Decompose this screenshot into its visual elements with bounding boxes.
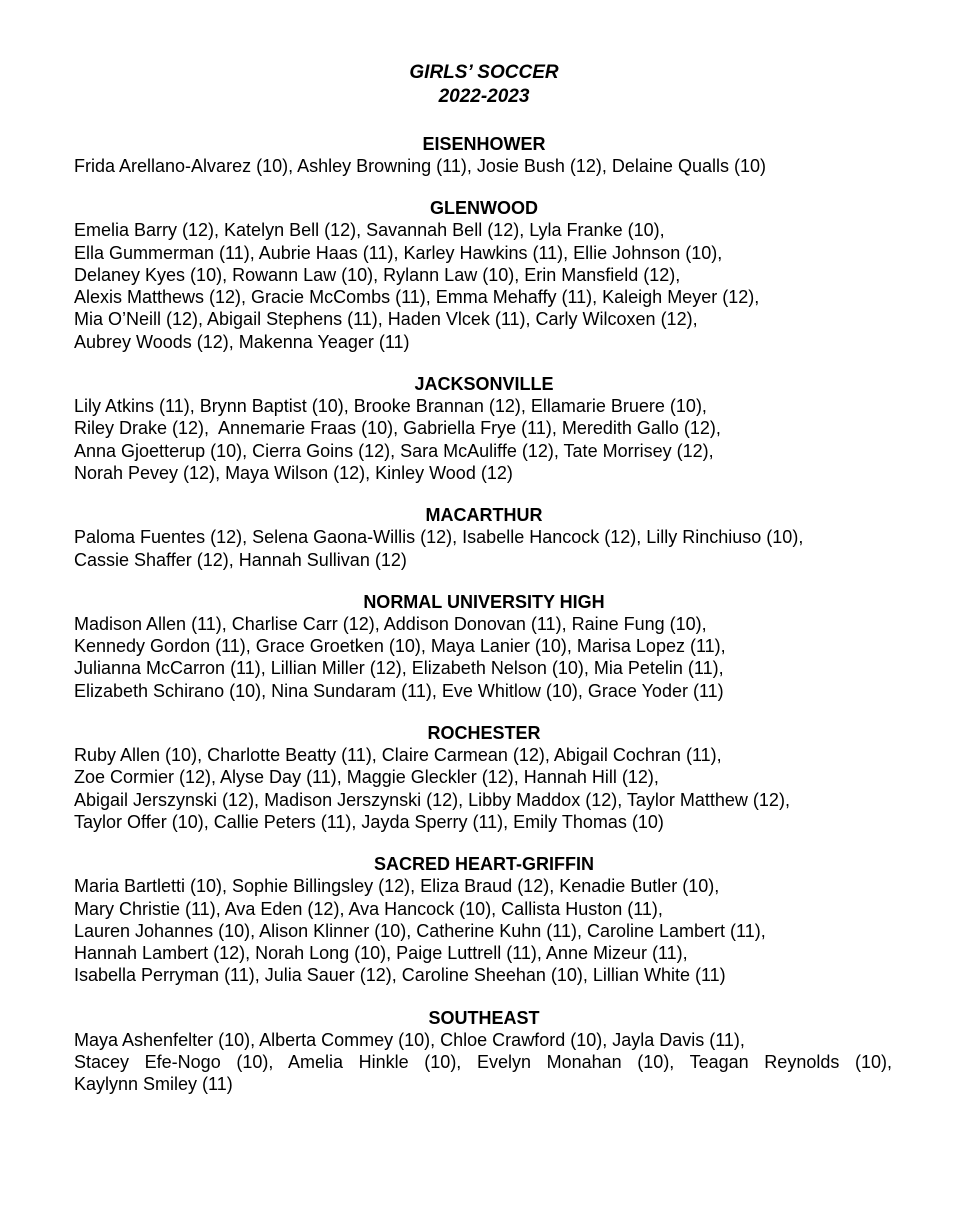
school-section-eisenhower bbox=[74, 133, 894, 177]
roster-line: Mia O’Neill (12), Abigail Stephens (11), Haden Vlcek (11), Carly Wilcoxen (12), bbox=[74, 309, 698, 330]
title-season: 2022-2023 bbox=[438, 86, 530, 107]
roster-line: Elizabeth Schirano (10), Nina Sundaram (11), Eve Whitlow (10), Grace Yoder (11) bbox=[74, 680, 724, 701]
school-heading: JACKSONVILLE bbox=[414, 374, 554, 395]
roster-line: Aubrey Woods (12), Makenna Yeager (11) bbox=[74, 331, 410, 352]
roster-line: Ruby Allen (10), Charlotte Beatty (11), Claire Carmean (12), Abigail Cochran (11), bbox=[74, 745, 722, 766]
school-section-glenwood bbox=[74, 197, 894, 353]
roster-line: Lauren Johannes (10), Alison Klinner (10), Catherine Kuhn (11), Caroline Lambert (11), bbox=[74, 920, 766, 941]
school-heading: ROCHESTER bbox=[427, 723, 541, 744]
roster-line: Ella Gummerman (11), Aubrie Haas (11), Karley Hawkins (11), Ellie Johnson (10), bbox=[74, 242, 723, 263]
roster-line: Cassie Shaffer (12), Hannah Sullivan (12) bbox=[74, 549, 407, 570]
roster-line: Norah Pevey (12), Maya Wilson (12), Kinley Wood (12) bbox=[74, 462, 513, 483]
school-heading: SOUTHEAST bbox=[428, 1007, 540, 1028]
school-heading: SACRED HEART-GRIFFIN bbox=[374, 854, 594, 875]
roster-line: Julianna McCarron (11), Lillian Miller (12), Elizabeth Nelson (10), Mia Petelin (11), bbox=[74, 658, 724, 679]
school-heading: NORMAL UNIVERSITY HIGH bbox=[363, 591, 605, 612]
roster-line: Isabella Perryman (11), Julia Sauer (12), Caroline Sheehan (10), Lillian White (11) bbox=[74, 965, 726, 986]
roster-line: Frida Arellano-Alvarez (10), Ashley Browning (11), Josie Bush (12), Delaine Qualls (10) bbox=[74, 156, 766, 176]
roster-line: Abigail Jerszynski (12), Madison Jerszynski (12), Libby Maddox (12), Taylor Matthew (12), bbox=[74, 789, 790, 810]
roster-line: Maya Ashenfelter (10), Alberta Commey (10), Chloe Crawford (10), Jayla Davis (11), bbox=[74, 1029, 745, 1050]
school-section-jacksonville bbox=[74, 373, 894, 484]
roster-line: Zoe Cormier (12), Alyse Day (11), Maggie Gleckler (12), Hannah Hill (12), bbox=[74, 767, 659, 788]
roster-line: Kaylynn Smiley (11) bbox=[74, 1074, 233, 1095]
roster-line: Lily Atkins (11), Brynn Baptist (10), Brooke Brannan (12), Ellamarie Bruere (10), bbox=[74, 396, 707, 417]
roster-line: Hannah Lambert (12), Norah Long (10), Paige Luttrell (11), Anne Mizeur (11), bbox=[74, 943, 688, 964]
roster-line: Paloma Fuentes (12), Selena Gaona-Willis (12), Isabelle Hancock (12), Lilly Rinchiuso (10), bbox=[74, 527, 804, 548]
roster-line: Alexis Matthews (12), Gracie McCombs (11), Emma Mehaffy (11), Kaleigh Meyer (12), bbox=[74, 287, 760, 308]
roster-line: Mary Christie (11), Ava Eden (12), Ava Hancock (10), Callista Huston (11), bbox=[74, 898, 663, 919]
school-heading: EISENHOWER bbox=[422, 134, 546, 154]
roster-line: Maria Bartletti (10), Sophie Billingsley (12), Eliza Braud (12), Kenadie Butler (10), bbox=[74, 876, 720, 897]
roster-line: Stacey Efe-Nogo (10), Amelia Hinkle (10), Evelyn Monahan (10), Teagan Reynolds (10), bbox=[74, 1052, 892, 1073]
document-title bbox=[74, 61, 894, 109]
school-section-normal-university-high bbox=[74, 591, 894, 702]
document-page bbox=[74, 61, 894, 1096]
roster-line: Taylor Offer (10), Callie Peters (11), Jayda Sperry (11), Emily Thomas (10) bbox=[74, 811, 664, 832]
title-sport: GIRLS’ SOCCER bbox=[409, 62, 559, 83]
roster-line: Kennedy Gordon (11), Grace Groetken (10), Maya Lanier (10), Marisa Lopez (11), bbox=[74, 636, 726, 657]
school-heading: GLENWOOD bbox=[430, 198, 538, 219]
school-section-southeast bbox=[74, 1007, 894, 1096]
school-section-macarthur bbox=[74, 504, 894, 571]
school-heading: MACARTHUR bbox=[425, 505, 543, 526]
roster-line: Madison Allen (11), Charlise Carr (12), Addison Donovan (11), Raine Fung (10), bbox=[74, 613, 707, 634]
school-section-sacred-heart-griffin bbox=[74, 853, 894, 986]
roster-line: Emelia Barry (12), Katelyn Bell (12), Savannah Bell (12), Lyla Franke (10), bbox=[74, 220, 665, 241]
roster-line: Anna Gjoetterup (10), Cierra Goins (12), Sara McAuliffe (12), Tate Morrisey (12), bbox=[74, 440, 714, 461]
roster-line: Riley Drake (12), Annemarie Fraas (10), Gabriella Frye (11), Meredith Gallo (12), bbox=[74, 418, 721, 439]
school-section-rochester bbox=[74, 722, 894, 833]
roster-line: Delaney Kyes (10), Rowann Law (10), Rylann Law (10), Erin Mansfield (12), bbox=[74, 264, 681, 285]
